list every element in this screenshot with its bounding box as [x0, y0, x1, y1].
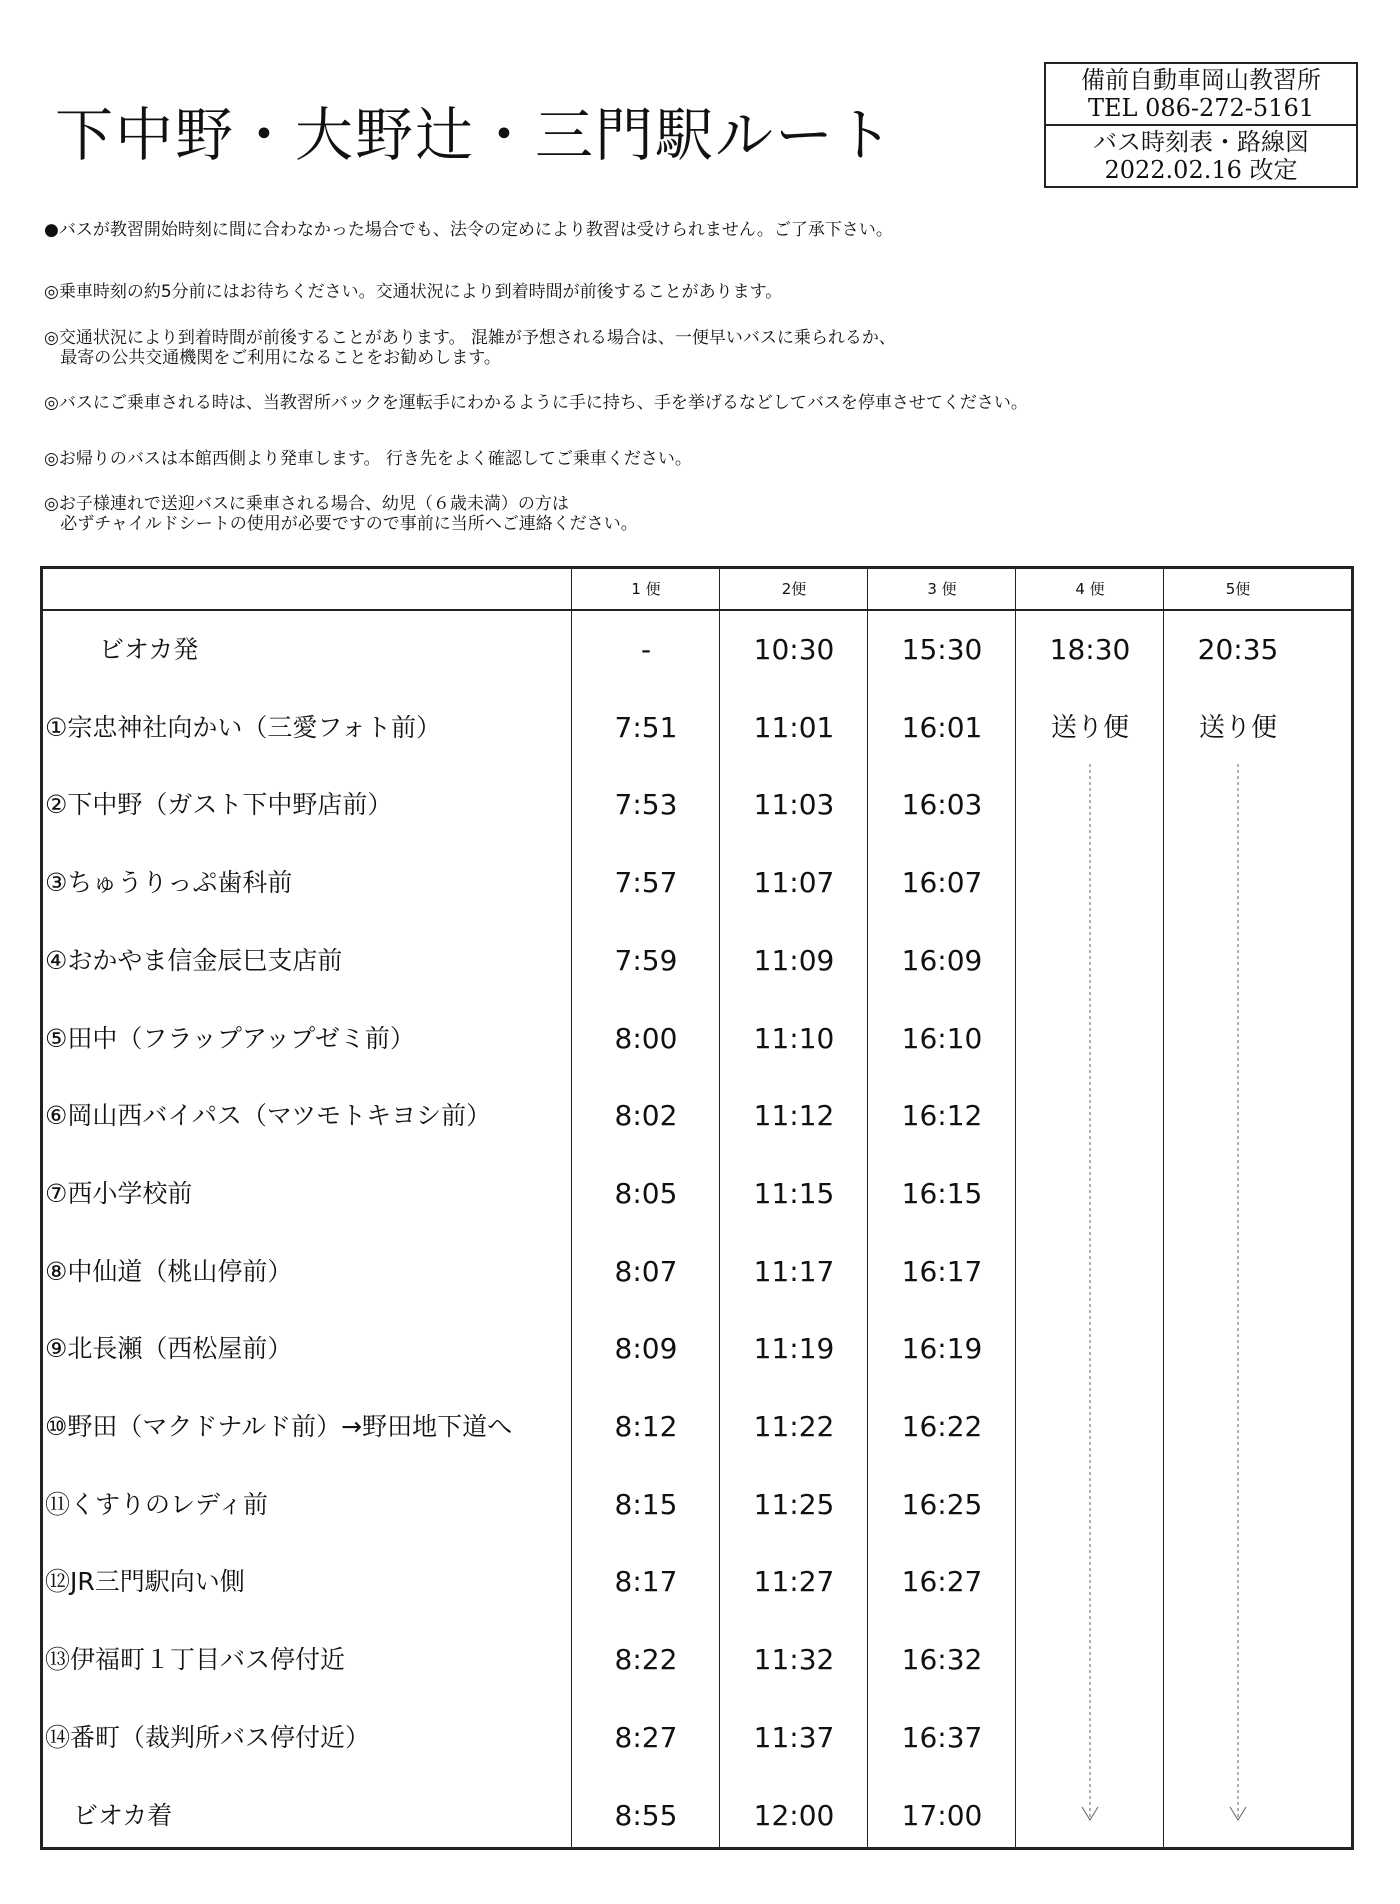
stop-name: ③ちゅうりっぷ歯科前: [45, 868, 293, 898]
departure-time: 11:37: [753, 1720, 835, 1754]
departure-time: 8:27: [614, 1720, 678, 1754]
departure-time: 16:25: [901, 1487, 983, 1521]
departure-time: 11:10: [753, 1021, 835, 1055]
stop-name: ビオカ発: [99, 635, 199, 664]
stop-name: ⑤田中（フラップアップゼミ前）: [45, 1023, 415, 1053]
page-title: 下中野・大野辻・三門駅ルート: [55, 101, 896, 169]
departure-time: 11:07: [753, 866, 835, 900]
stop-name: ②下中野（ガスト下中野店前）: [45, 790, 393, 820]
revision-date: 2022.02.16 改定: [1104, 156, 1298, 184]
stop-name: ⑭番町（裁判所バス停付近）: [45, 1722, 371, 1752]
stop-name: ⑩野田（マクドナルド前）→野田地下道へ: [45, 1412, 513, 1441]
timetable-row: [43, 1543, 1351, 1621]
departure-time: 16:10: [901, 1021, 983, 1055]
departure-time: 11:12: [753, 1099, 835, 1133]
notice-item: ◎乗車時刻の約5分前にはお待ちください。交通状況により到着時間が前後することがあります。: [44, 282, 783, 302]
departure-time: -: [640, 633, 652, 666]
timetable-row: [43, 1155, 1351, 1233]
timetable-row: [43, 844, 1351, 922]
departure-time: 8:17: [614, 1565, 678, 1599]
stop-name: ⑨北長瀬（西松屋前）: [45, 1334, 293, 1364]
departure-time: 7:53: [614, 788, 678, 822]
school-info-box: [1044, 62, 1358, 188]
timetable-row: [43, 1699, 1351, 1777]
departure-time: 17:00: [901, 1798, 983, 1832]
timetable-label: バス時刻表・路線図: [1093, 128, 1309, 156]
stop-name: ⑧中仙道（桃山停前）: [45, 1256, 293, 1286]
departure-time: 11:27: [753, 1565, 835, 1599]
departure-time: 送り便: [1050, 712, 1129, 743]
stop-name: ④おかやま信金辰巳支店前: [45, 945, 343, 975]
notice-item: ◎お帰りのバスは本館西側より発車します。 行き先をよく確認してご乗車ください。: [44, 449, 692, 469]
timetable-row: [43, 689, 1351, 767]
timetable-row: [43, 1310, 1351, 1388]
departure-time: 16:12: [901, 1099, 983, 1133]
timetable-row: [43, 766, 1351, 844]
departure-time: 11:09: [753, 943, 835, 977]
timetable-row: [43, 611, 1351, 689]
notice-item: ◎バスにご乗車される時は、当教習所バックを運転手にわかるように手に持ち、手を挙げるなどしてバスを停車させてください。: [44, 393, 1028, 413]
departure-time: 8:02: [614, 1099, 678, 1133]
timetable-row: [43, 1233, 1351, 1311]
continue-down-arrow-icon: [1080, 764, 1100, 1824]
timetable-revision: [1046, 124, 1356, 186]
trip-header: 3 便: [927, 580, 957, 598]
departure-time: 16:32: [901, 1643, 983, 1677]
departure-time: 10:30: [753, 633, 835, 666]
departure-time: 16:03: [901, 788, 983, 822]
school-phone: TEL 086-272-5161: [1087, 94, 1314, 122]
departure-time: 12:00: [753, 1798, 835, 1832]
departure-time: 16:09: [901, 943, 983, 977]
departure-time: 8:00: [614, 1021, 678, 1055]
departure-time: 11:17: [753, 1254, 835, 1288]
stop-name: ①宗忠神社向かい（三愛フォト前）: [45, 712, 442, 742]
stop-name: ⑪くすりのレディ前: [45, 1489, 269, 1519]
notice-item: ◎お子様連れで送迎バスに乗車される場合、幼児（６歳未満）の方は 必ずチャイルドシートの使用が必要ですので事前に当所へご連絡ください。: [44, 494, 638, 534]
stop-name: ビオカ着: [73, 1800, 173, 1830]
departure-time: 16:22: [901, 1410, 983, 1443]
notice-item: ◎交通状況により到着時間が前後することがあります。 混雑が予想される場合は、一便早いバスに乗られるか、 最寄の公共交通機関をご利用になることをお勧めします。: [44, 328, 896, 368]
timetable-row: [43, 1777, 1351, 1855]
departure-time: 11:19: [753, 1332, 835, 1366]
departure-time: 11:15: [753, 1176, 835, 1210]
timetable-row: [43, 1466, 1351, 1544]
departure-time: 16:15: [901, 1176, 983, 1210]
departure-time: 11:25: [753, 1487, 835, 1521]
timetable-row: [43, 1000, 1351, 1078]
departure-time: 16:01: [901, 710, 983, 744]
continue-down-arrow-icon: [1228, 764, 1248, 1824]
timetable-row: [43, 922, 1351, 1000]
departure-time: 7:59: [614, 943, 678, 977]
departure-time: 18:30: [1049, 633, 1131, 666]
departure-time: 16:17: [901, 1254, 983, 1288]
departure-time: 8:12: [614, 1410, 678, 1443]
departure-time: 8:07: [614, 1254, 678, 1288]
departure-time: 8:22: [614, 1643, 678, 1677]
departure-time: 16:19: [901, 1332, 983, 1366]
departure-time: 11:22: [753, 1410, 835, 1443]
stop-name: ⑥岡山西バイパス（マツモトキヨシ前）: [45, 1101, 492, 1131]
school-name: 備前自動車岡山教習所: [1081, 66, 1321, 94]
trip-header: 4 便: [1075, 580, 1105, 598]
notice-item: ●バスが教習開始時刻に間に合わなかった場合でも、法令の定めにより教習は受けられません。ご了承下さい。: [44, 220, 893, 240]
departure-time: 16:07: [901, 866, 983, 900]
stop-name: ⑦西小学校前: [45, 1178, 193, 1208]
departure-time: 11:32: [753, 1643, 835, 1677]
departure-time: 16:37: [901, 1720, 983, 1754]
departure-time: 20:35: [1197, 633, 1279, 666]
departure-time: 16:27: [901, 1565, 983, 1599]
timetable-row: [43, 1621, 1351, 1699]
trip-header: 2便: [781, 580, 807, 598]
timetable-row: [43, 1388, 1351, 1466]
departure-time: 11:03: [753, 788, 835, 822]
stop-name: ⑬伊福町１丁目バス停付近: [45, 1645, 346, 1675]
bus-timetable: [40, 566, 1354, 1850]
trip-header: 5便: [1225, 580, 1251, 598]
departure-time: 8:55: [614, 1798, 678, 1832]
departure-time: 11:01: [753, 710, 835, 744]
departure-time: 8:09: [614, 1332, 678, 1366]
trip-header: 1 便: [631, 580, 661, 598]
departure-time: 7:57: [614, 866, 678, 900]
departure-time: 15:30: [901, 633, 983, 666]
school-contact: [1046, 64, 1356, 124]
departure-time: 8:05: [614, 1176, 678, 1210]
departure-time: 8:15: [614, 1487, 678, 1521]
timetable-row: [43, 1077, 1351, 1155]
departure-time: 送り便: [1198, 712, 1277, 743]
departure-time: 7:51: [614, 710, 678, 744]
stop-name: ⑫JR三門駅向い側: [45, 1567, 245, 1597]
